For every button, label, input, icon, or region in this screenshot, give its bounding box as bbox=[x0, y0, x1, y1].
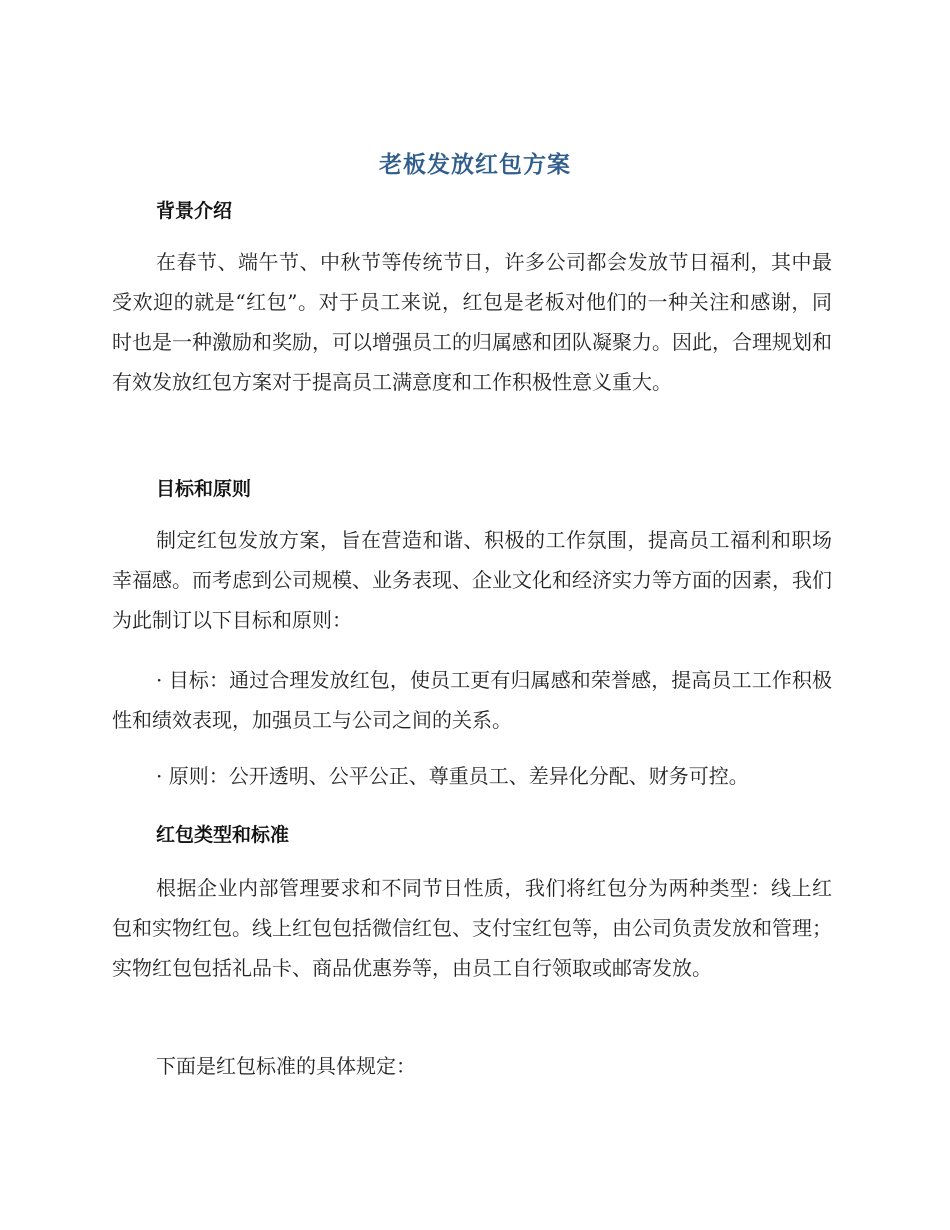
paragraph-types: 根据企业内部管理要求和不同节日性质，我们将红包分为两种类型：线上红包和实物红包。线上红包包括微信红包、支付宝红包等，由公司负责发放和管理；实物红包包括礼品卡、商品优惠券等，由员工自行领取或邮寄发放。 bbox=[112, 876, 832, 980]
section-heading-background: 背景介绍 bbox=[156, 200, 233, 222]
bullet-goal: · 目标：通过合理发放红包，使员工更有归属感和荣誉感，提高员工工作积极性和绩效表现，加强员工与公司之间的关系。 bbox=[112, 668, 832, 732]
paragraph-goals-intro: 制定红包发放方案，旨在营造和谐、积极的工作氛围，提高员工福利和职场幸福感。而考虑到公司规模、业务表现、企业文化和经济实力等方面的因素，我们为此制订以下目标和原则： bbox=[112, 528, 832, 632]
bullet-principle: · 原则：公开透明、公平公正、尊重员工、差异化分配、财务可控。 bbox=[156, 764, 749, 788]
paragraph-standards-intro: 下面是红包标准的具体规定： bbox=[156, 1054, 416, 1078]
section-heading-types: 红包类型和标准 bbox=[156, 824, 290, 846]
document-title: 老板发放红包方案 bbox=[379, 152, 571, 178]
paragraph-background: 在春节、端午节、中秋节等传统节日，许多公司都会发放节日福利，其中最受欢迎的就是“红包”。对于员工来说，红包是老板对他们的一种关注和感谢，同时也是一种激励和奖励，可以增强员工的归属感和团队凝聚力。因此，合理规划和有效发放红包方案对于提高员工满意度和工作积极性意义重大。 bbox=[112, 250, 832, 394]
section-heading-goals: 目标和原则 bbox=[156, 478, 252, 500]
